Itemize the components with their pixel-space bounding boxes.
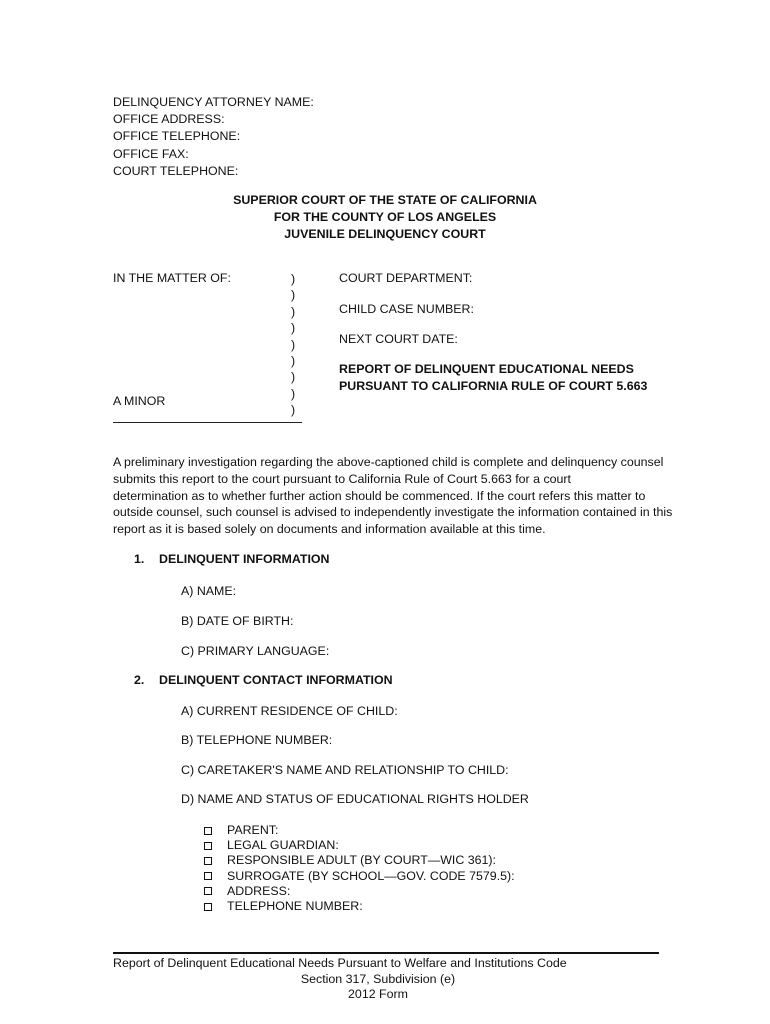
checkbox[interactable]	[204, 887, 212, 895]
report-title-line-1: REPORT OF DELINQUENT EDUCATIONAL NEEDS	[339, 362, 634, 376]
paren: )	[291, 386, 296, 401]
court-department-label: COURT DEPARTMENT:	[339, 271, 473, 285]
court-title-line-3: JUVENILE DELINQUENCY COURT	[284, 227, 486, 241]
header-line-office-address: OFFICE ADDRESS:	[113, 112, 225, 127]
section-2-title: DELINQUENT CONTACT INFORMATION	[159, 673, 393, 687]
checklist-item[interactable]	[204, 884, 515, 899]
section-1-item-date-of-birth: B) DATE OF BIRTH:	[181, 614, 294, 628]
paren: )	[291, 403, 296, 418]
caption-parentheses	[291, 271, 295, 419]
footer-line-2: Section 317, Subdivision (e)	[300, 971, 456, 986]
checkbox[interactable]	[204, 827, 212, 835]
paren: )	[291, 354, 296, 369]
intro-line: A preliminary investigation regarding the above-captioned child is complete and delinquency counsel	[113, 455, 664, 469]
paren: )	[291, 272, 296, 286]
section-2-item-caretaker: C) CARETAKER'S NAME AND RELATIONSHIP TO CHILD:	[181, 763, 509, 777]
paren: )	[291, 337, 296, 352]
checklist-item[interactable]	[204, 838, 515, 853]
section-1-title: DELINQUENT INFORMATION	[159, 552, 330, 566]
intro-line: report as it is based solely on documents and information available at this time.	[113, 522, 546, 537]
rights-holder-checklist	[204, 823, 515, 914]
header-line-attorney-name: DELINQUENCY ATTORNEY NAME:	[113, 95, 314, 109]
checkbox[interactable]	[204, 842, 212, 850]
section-2-number: 2.	[134, 673, 145, 687]
checklist-item[interactable]	[204, 853, 515, 868]
intro-paragraph	[113, 454, 693, 538]
footer-line-1: Report of Delinquent Educational Needs Pursuant to Welfare and Institutions Code	[113, 956, 567, 970]
checklist-label: LEGAL GUARDIAN:	[227, 838, 339, 853]
checkbox[interactable]	[204, 903, 212, 911]
page-footer	[113, 956, 643, 1003]
matter-of-label: IN THE MATTER OF:	[113, 271, 231, 285]
caption-divider	[113, 422, 302, 423]
checkbox[interactable]	[204, 872, 212, 880]
paren: )	[291, 288, 296, 303]
footer-divider	[113, 952, 659, 954]
checklist-item[interactable]	[204, 899, 515, 914]
paren: )	[291, 321, 296, 336]
footer-line-3: 2012 Form	[348, 987, 408, 1002]
checklist-item[interactable]	[204, 823, 515, 838]
paren: )	[291, 304, 296, 319]
minor-label: A MINOR	[113, 394, 166, 408]
checklist-label: PARENT:	[227, 823, 279, 837]
header-line-office-telephone: OFFICE TELEPHONE:	[113, 129, 241, 144]
header-line-court-telephone: COURT TELEPHONE:	[113, 163, 239, 178]
child-case-number-label: CHILD CASE NUMBER:	[339, 302, 474, 316]
intro-line: determination as to whether further action should be commenced. If the court refers this matter to	[113, 488, 646, 503]
checkbox[interactable]	[204, 857, 212, 865]
attorney-header-block	[113, 94, 314, 180]
checklist-label: TELEPHONE NUMBER:	[227, 899, 363, 914]
section-1-item-name: A) NAME:	[181, 584, 237, 598]
intro-line: submits this report to the court pursuant to California Rule of Court 5.663 for a court	[113, 471, 571, 486]
section-2-item-current-residence: A) CURRENT RESIDENCE OF CHILD:	[181, 704, 398, 718]
checklist-label: ADDRESS:	[227, 883, 291, 898]
checklist-label: RESPONSIBLE ADULT (BY COURT—WIC 361):	[227, 853, 496, 868]
checklist-item[interactable]	[204, 869, 515, 884]
intro-line: outside counsel, such counsel is advised to independently investigate the information contained in this	[113, 505, 673, 520]
section-1-number: 1.	[134, 552, 145, 566]
court-title-line-2: FOR THE COUNTY OF LOS ANGELES	[273, 210, 497, 224]
section-2-item-rights-holder: D) NAME AND STATUS OF EDUCATIONAL RIGHTS HOLDER	[181, 792, 529, 806]
paren: )	[291, 370, 296, 385]
court-title-line-1: SUPERIOR COURT OF THE STATE OF CALIFORNIA	[233, 193, 537, 207]
next-court-date-label: NEXT COURT DATE:	[339, 332, 458, 346]
report-title-line-2: PURSUANT TO CALIFORNIA RULE OF COURT 5.663	[339, 379, 648, 393]
section-2-item-telephone: B) TELEPHONE NUMBER:	[181, 733, 333, 747]
section-1-item-primary-language: C) PRIMARY LANGUAGE:	[181, 644, 330, 658]
header-line-office-fax: OFFICE FAX:	[113, 146, 189, 161]
checklist-label: SURROGATE (BY SCHOOL—GOV. CODE 7579.5):	[227, 868, 515, 883]
court-title-block	[0, 192, 770, 243]
